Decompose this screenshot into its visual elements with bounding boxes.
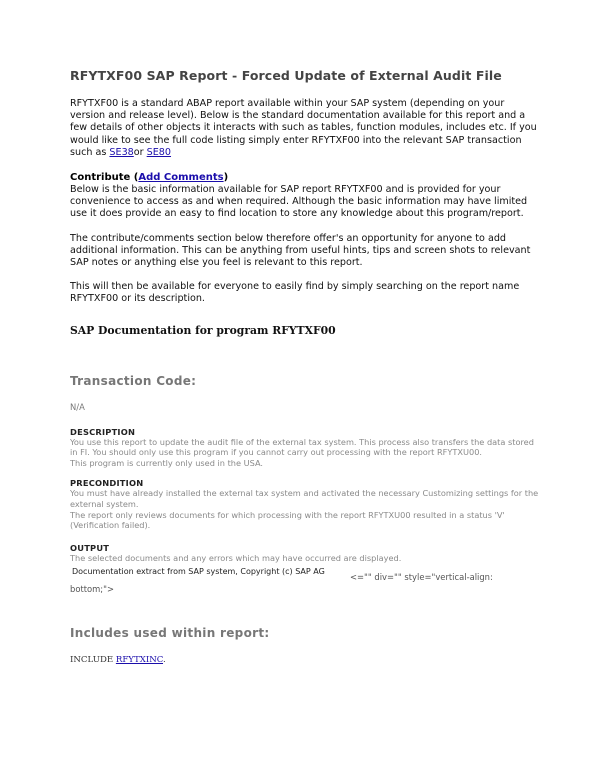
se38-link[interactable]: SE38 [109, 146, 134, 158]
include-prefix: INCLUDE [70, 655, 116, 666]
contribute-paragraph-3: This will then be available for everyone to easily find by simply searching on the report name RFYTXF00 or its description. [70, 281, 520, 305]
page-title: RFYTXF00 SAP Report - Forced Update of External Audit File [70, 68, 502, 83]
contribute-heading [70, 172, 540, 184]
intro-text: RFYTXF00 is a standard ABAP report available within your SAP system (depending on your version and release level). Below is the standard documentation available for this report and a few details of other objects it interacts with such as tables, function modules, includes etc. If you would like to see the full code listing simply enter RFYTXF00 into the relevant SAP transaction such as [70, 98, 537, 158]
transaction-code-value: N/A [70, 401, 85, 412]
page-content [70, 68, 540, 665]
contribute-paragraph-1: Below is the basic information available for SAP report RFYTXF00 and is provided for your convenience to access as and when required. Although the basic information may have limited use it does provide an easy to find location to store any knowledge about this program/report. [70, 184, 528, 220]
rfytxinc-link[interactable]: RFYTXINC [115, 655, 164, 666]
se80-link[interactable]: SE80 [146, 146, 172, 158]
contribute-close: ) [223, 172, 229, 184]
stray-markup-left: bottom;"> [70, 583, 114, 594]
description-text-1: You use this report to update the audit file of the external tax system. This process also transfers the data stored in FI. You should only use this program if you cannot carry out processing with the report RFYTXU00. [70, 436, 534, 458]
includes-heading: Includes used within report: [70, 626, 270, 641]
stray-markup-left-line [70, 583, 540, 596]
include-line [70, 655, 540, 665]
precondition-text-2: The report only reviews documents for which processing with the report RFYTXU00 resulted in a status 'V' (Verification failed). [70, 509, 505, 531]
copyright-line [70, 565, 540, 583]
precondition-text-1: You must have already installed the external tax system and activated the necessary Customizing settings for the external system. [70, 488, 539, 510]
description-heading: DESCRIPTION [70, 426, 136, 437]
add-comments-link[interactable]: Add Comments [138, 172, 224, 184]
output-heading: OUTPUT [70, 542, 110, 553]
description-text-2: This program is currently only used in the USA. [70, 457, 264, 468]
output-text: The selected documents and any errors which may have occurred are displayed. [70, 552, 402, 563]
documentation-title: SAP Documentation for program RFYTXF00 [70, 323, 336, 337]
intro-or: or [133, 146, 147, 158]
intro-paragraph [70, 98, 540, 159]
contribute-paragraph-2: The contribute/comments section below therefore offer's an opportunity for anyone to add additional information. This can be anything from useful hints, tips and screen shots to relevant SAP notes or anything else you feel is relevant to this report. [70, 232, 531, 269]
stray-markup-right: <="" div="" style="vertical-align: [350, 572, 493, 583]
copyright-text: Documentation extract from SAP system, Copyright (c) SAP AG [72, 567, 325, 577]
contribute-label: Contribute ( [70, 172, 139, 184]
transaction-code-heading: Transaction Code: [70, 373, 197, 388]
include-suffix: . [163, 655, 166, 666]
precondition-heading: PRECONDITION [70, 478, 144, 489]
